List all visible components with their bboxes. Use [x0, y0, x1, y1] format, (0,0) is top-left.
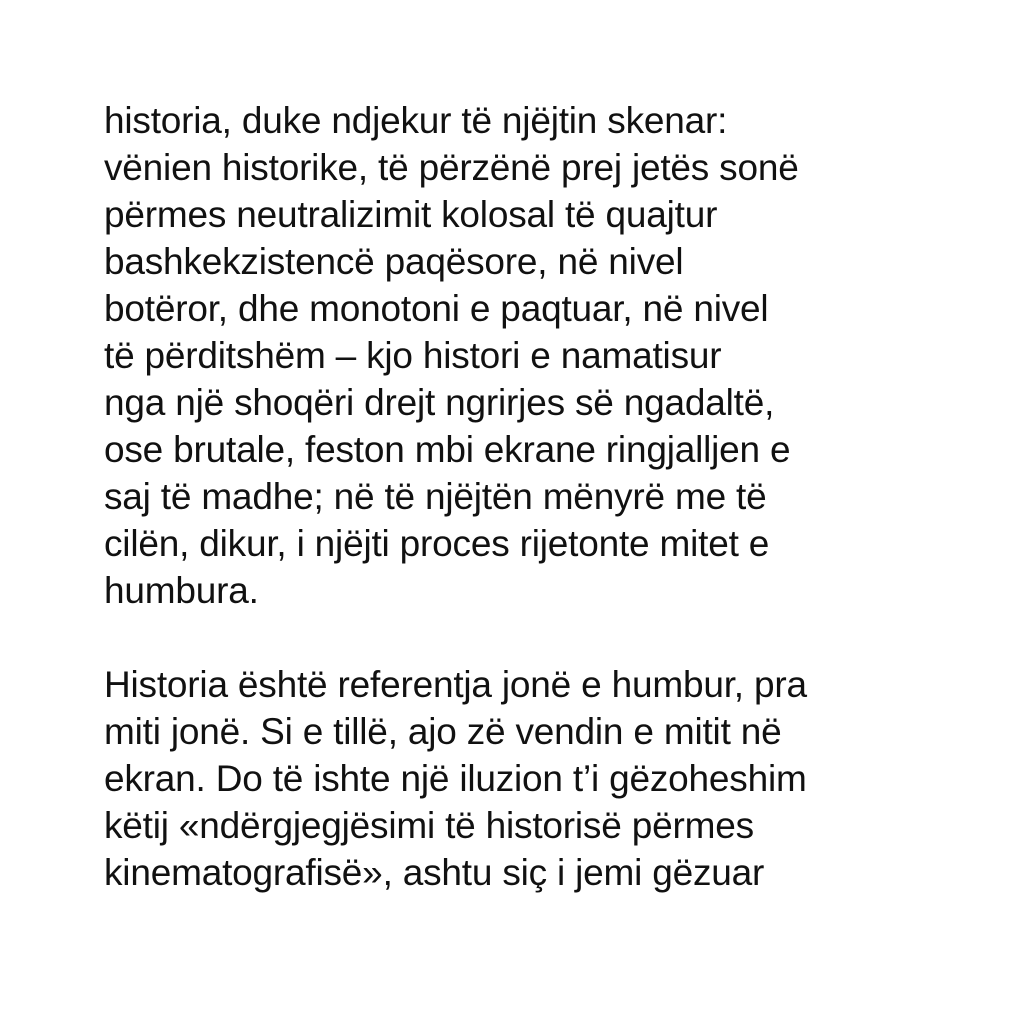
- text-line: humbura.: [104, 570, 259, 611]
- text-line: kinematografisë», ashtu siç i jemi gëzuar: [104, 852, 765, 893]
- body-text: [104, 97, 984, 896]
- text-line: të përditshëm – kjo histori e namatisur: [104, 335, 722, 376]
- text-line: nga një shoqëri drejt ngrirjes së ngadaltë,: [104, 382, 775, 423]
- text-line: ose brutale, feston mbi ekrane ringjalljen e: [104, 429, 791, 470]
- text-line: përmes neutralizimit kolosal të quajtur: [104, 194, 718, 235]
- paragraph: [104, 661, 984, 896]
- text-line: botëror, dhe monotoni e paqtuar, në nivel: [104, 288, 769, 329]
- paragraph-spacer: [104, 614, 984, 661]
- text-line: vënien historike, të përzënë prej jetës sonë: [104, 147, 799, 188]
- text-line: miti jonë. Si e tillë, ajo zë vendin e mitit në: [104, 711, 782, 752]
- text-line: ekran. Do të ishte një iluzion t’i gëzoheshim: [104, 758, 807, 799]
- text-line: bashkekzistencë paqësore, në nivel: [104, 241, 684, 282]
- text-line: cilën, dikur, i njëjti proces rijetonte mitet e: [104, 523, 770, 564]
- paragraph: [104, 97, 984, 614]
- text-line: Historia është referentja jonë e humbur, pra: [104, 664, 807, 705]
- text-line: saj të madhe; në të njëjtën mënyrë me të: [104, 476, 767, 517]
- text-line: këtij «ndërgjegjësimi të historisë përmes: [104, 805, 754, 846]
- text-line: historia, duke ndjekur të njëjtin skenar:: [104, 100, 728, 141]
